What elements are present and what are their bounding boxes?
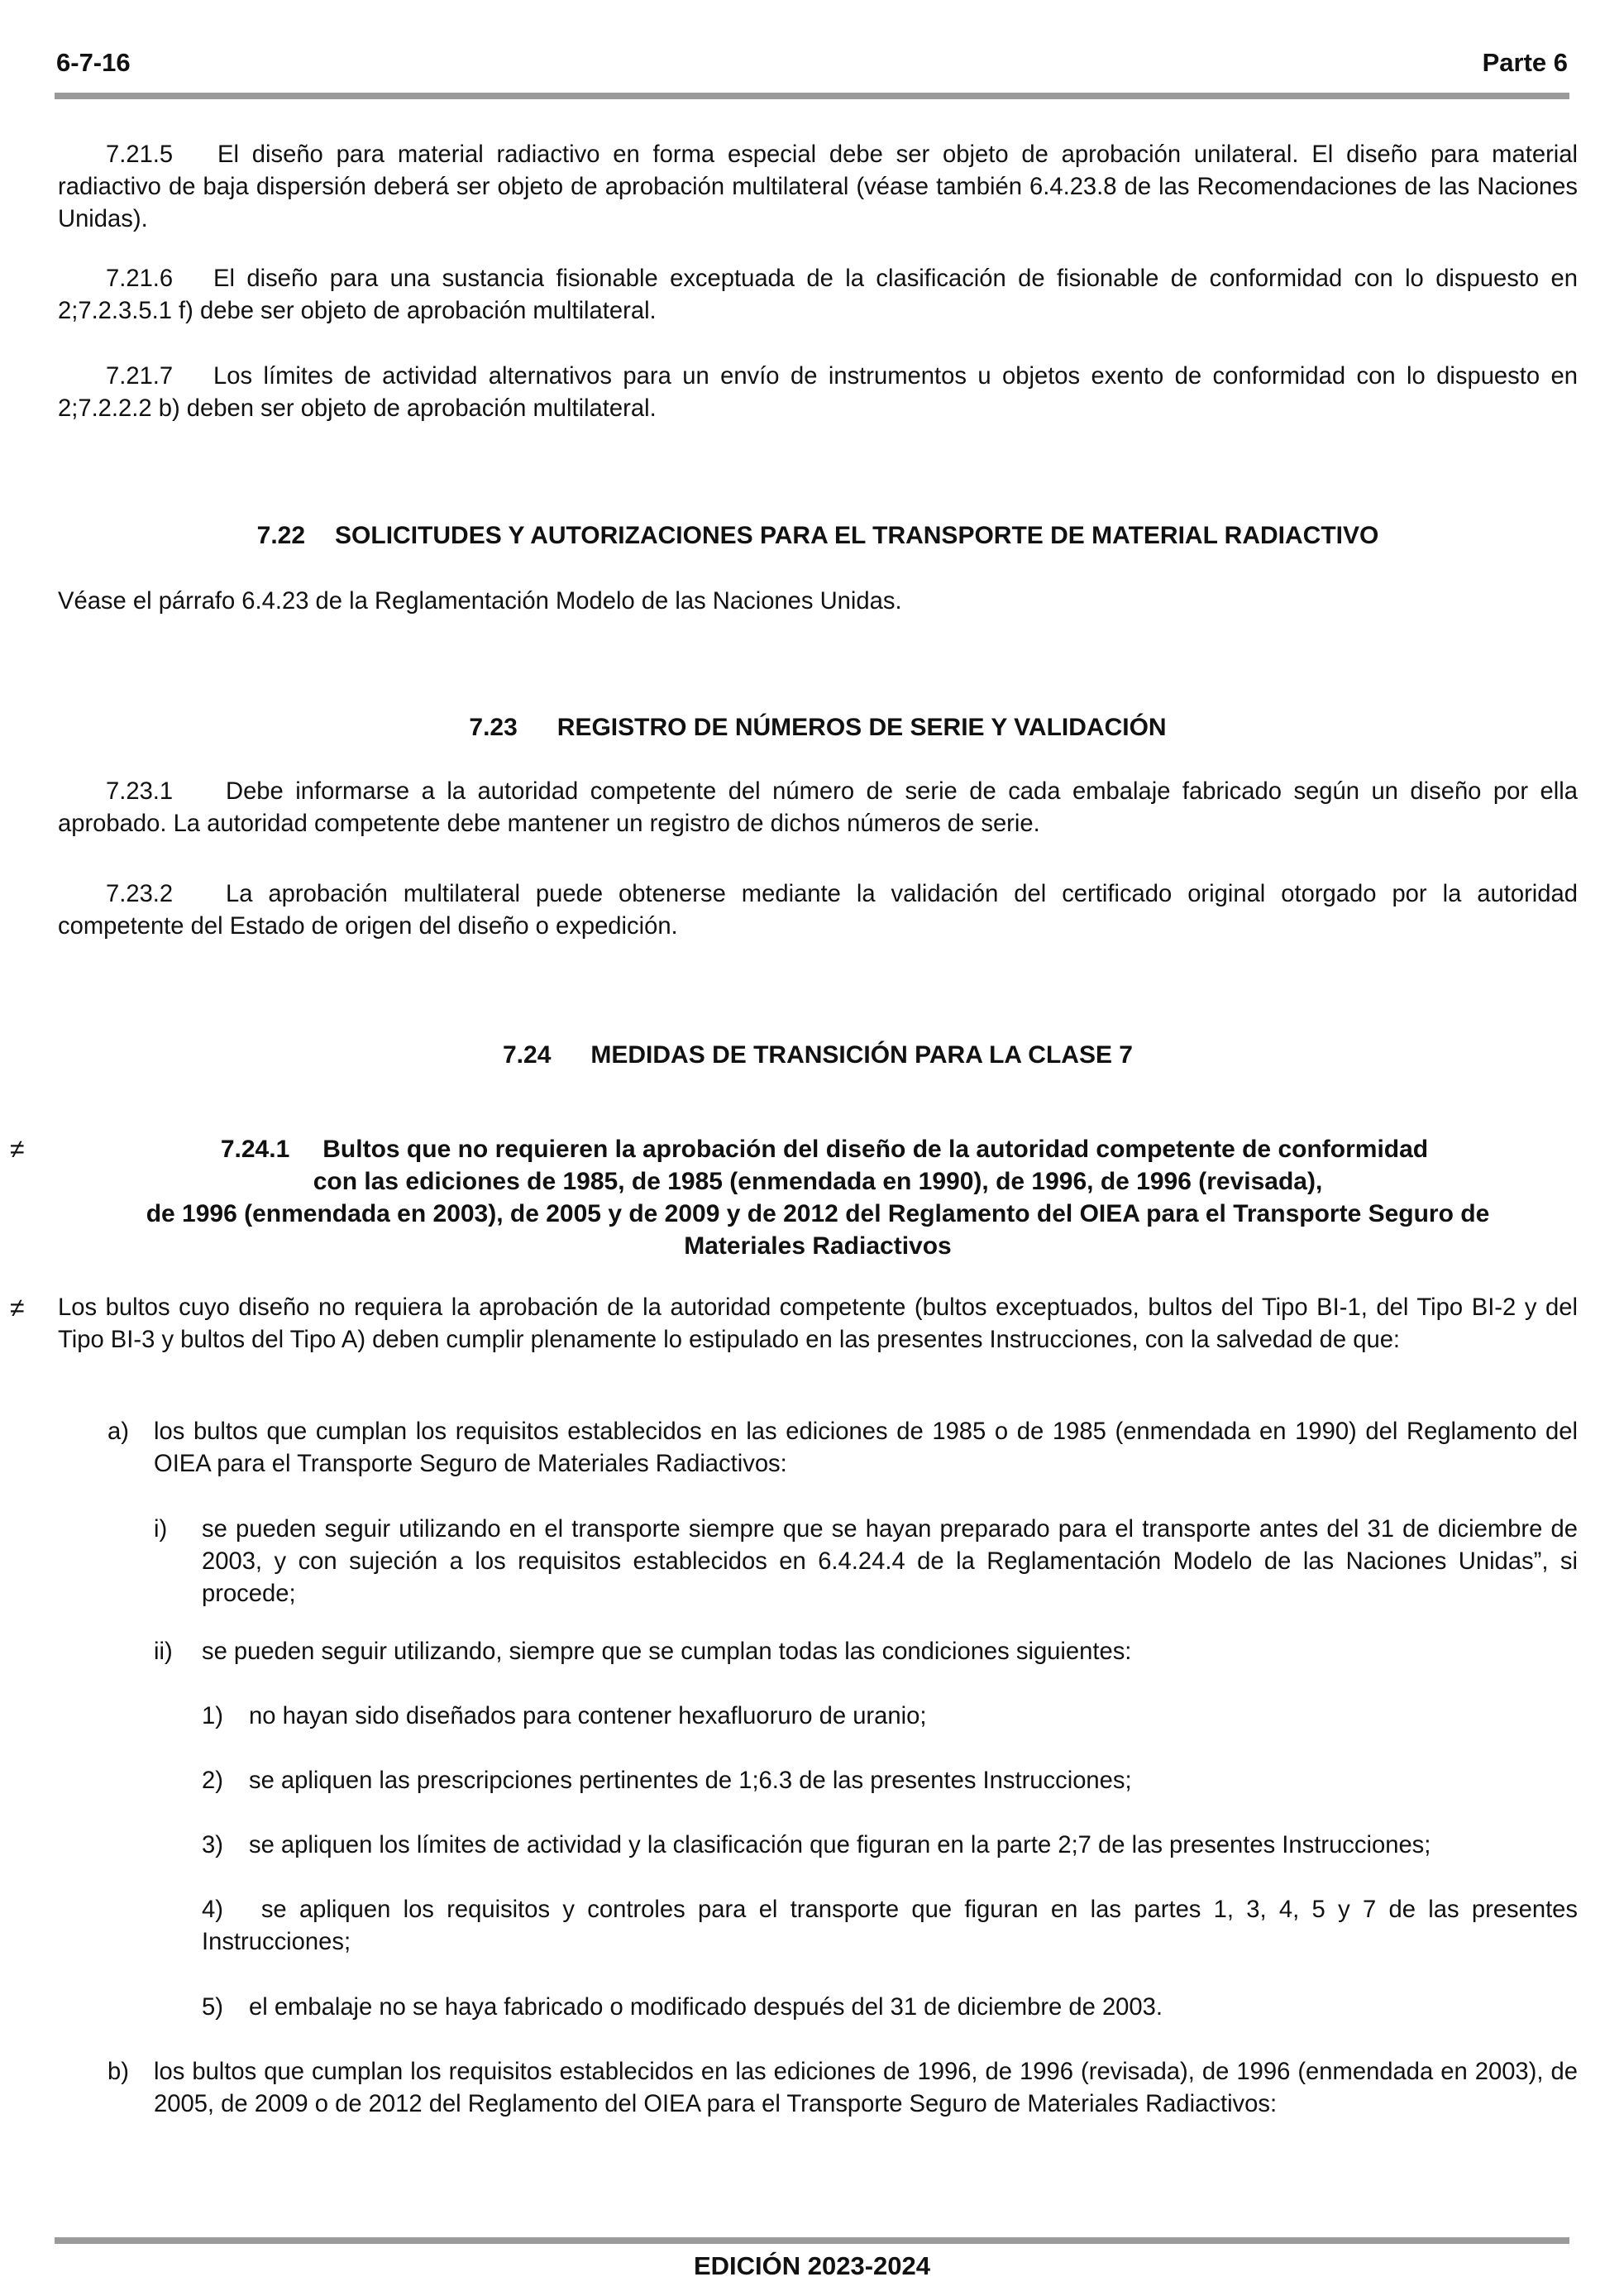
- list-label: a): [107, 1418, 129, 1445]
- paragraph-number: 7.21.6: [106, 265, 174, 292]
- paragraph-7-21-7: [58, 361, 1578, 425]
- paragraph-text: La aprobación multilateral puede obtenerse mediante la validación del certificado original otorgado por la autoridad competente del Estado de origen del diseño o expedición.: [58, 881, 1578, 940]
- paragraph-text: Véase el párrafo 6.4.23 de la Reglamentación Modelo de las Naciones Unidas.: [58, 588, 902, 615]
- list-label: 5): [202, 1994, 223, 2021]
- section-number: 7.24: [503, 1041, 552, 1069]
- subsection-title-line-2: con las ediciones de 1985, de 1985 (enmendada en 1990), de 1996, de 1996 (revisada),: [313, 1168, 1323, 1195]
- subsection-title-line-1: Bultos que no requieren la aprobación del diseño de la autoridad competente de conformidad: [322, 1136, 1429, 1163]
- section-title: MEDIDAS DE TRANSICIÓN PARA LA CLASE 7: [590, 1041, 1133, 1069]
- paragraph-number: 7.23.1: [106, 778, 174, 805]
- list-label: i): [154, 1516, 168, 1543]
- paragraph-text: El diseño para una sustancia fisionable exceptuada de la clasificación de fisionable de conformidad con lo dispuesto en 2;7.2.3.5.1 f) debe ser objeto de aprobación multilateral.: [58, 265, 1578, 324]
- section-heading-7-23: [58, 711, 1578, 744]
- paragraph-text: Debe informarse a la autoridad competente del número de serie de cada embalaje fabricado según un diseño por ella aprobado. La autoridad competente debe mantener un registro de dichos números de serie.: [58, 778, 1578, 837]
- list-label: 1): [202, 1703, 223, 1729]
- list-text: los bultos que cumplan los requisitos establecidos en las ediciones de 1985 o de 1985 (enmendada en 1990) del Reglamento del OIEA para el Transporte Seguro de Materiales Radiactivos:: [154, 1418, 1578, 1477]
- paragraph-7-23-1: [58, 776, 1578, 840]
- list-text: se apliquen las prescripciones pertinentes de 1;6.3 de las presentes Instrucciones;: [249, 1767, 1132, 1794]
- list-label: 2): [202, 1767, 223, 1794]
- paragraph-7-22-body: [58, 586, 1578, 618]
- footer-rule: [55, 2237, 1569, 2244]
- list-item-1: [202, 1700, 1578, 1733]
- subsection-number: 7.24.1: [220, 1136, 290, 1163]
- header-part: Parte 6: [1482, 48, 1568, 77]
- list-label: b): [107, 2059, 129, 2085]
- list-item-3: [202, 1830, 1578, 1862]
- footer-edition: EDICIÓN 2023-2024: [693, 2251, 931, 2280]
- paragraph-7-21-5: [58, 139, 1578, 236]
- paragraph-7-21-6: [58, 263, 1578, 328]
- section-number: 7.22: [256, 522, 306, 549]
- change-mark: ≠: [10, 1134, 25, 1164]
- list-text-4: [202, 1894, 1578, 1959]
- subsection-title-line-3: de 1996 (enmendada en 2003), de 2005 y de 2009 y de 2012 del Reglamento del OIEA para el Transporte Seguro de: [146, 1200, 1490, 1227]
- subsection-title-line-4: Materiales Radiactivos: [684, 1232, 952, 1260]
- list-text: no hayan sido diseñados para contener hexafluoruro de uranio;: [249, 1703, 927, 1729]
- paragraph-number: 7.23.2: [106, 881, 174, 907]
- list-item-a: [107, 1416, 1578, 1480]
- paragraph-text: Los bultos cuyo diseño no requiera la aprobación de la autoridad competente (bultos exceptuados, bultos del Tipo BI-1, del Tipo BI-2 y del Tipo BI-3 y bultos del Tipo A) deben cumplir plenamente lo estipulado en las presentes Instrucciones, con la salvedad de que:: [58, 1294, 1578, 1353]
- list-item-5: [202, 1992, 1578, 2024]
- change-mark: ≠: [10, 1293, 25, 1323]
- list-text: se apliquen los requisitos y controles para el transporte que figuran en las partes 1, 3, 4, 5 y 7 de las presentes Instrucciones;: [202, 1897, 1579, 1955]
- header-date: 6-7-16: [56, 48, 131, 77]
- section-number: 7.23: [469, 714, 518, 741]
- section-heading-7-22: [58, 519, 1578, 552]
- paragraph-number: 7.21.7: [106, 363, 174, 390]
- list-text: los bultos que cumplan los requisitos establecidos en las ediciones de 1996, de 1996 (revisada), de 1996 (enmendada en 2003), de 2005, de 2009 o de 2012 del Reglamento del OIEA para el Transporte Seguro de Materiales Radiactivos:: [154, 2059, 1578, 2117]
- paragraph-text: Los límites de actividad alternativos para un envío de instrumentos u objetos exento de conformidad con lo dispuesto en 2;7.2.2.2 b) deben ser objeto de aprobación multilateral.: [58, 363, 1578, 422]
- list-label: 4): [202, 1897, 223, 1923]
- list-item-4: [202, 1894, 1578, 1959]
- paragraph-7-23-2: [58, 878, 1578, 943]
- list-text: el embalaje no se haya fabricado o modificado después del 31 de diciembre de 2003.: [249, 1994, 1163, 2021]
- list-item-2: [202, 1765, 1578, 1797]
- paragraph-text: El diseño para material radiactivo en forma especial debe ser objeto de aprobación unilateral. El diseño para material radiactivo de baja dispersión deberá ser objeto de aprobación multilateral (véase también 6.4.23.8 de las Recomendaciones de las Naciones Unidas).: [58, 141, 1578, 232]
- paragraph-number: 7.21.5: [106, 141, 174, 168]
- section-heading-7-24: [58, 1039, 1578, 1072]
- paragraph-7-24-1-body: [58, 1292, 1578, 1356]
- list-item-i: [154, 1514, 1578, 1610]
- list-label: ii): [154, 1638, 173, 1665]
- list-label: 3): [202, 1832, 223, 1858]
- section-title: SOLICITUDES Y AUTORIZACIONES PARA EL TRANSPORTE DE MATERIAL RADIACTIVO: [335, 522, 1379, 549]
- list-text: se pueden seguir utilizando, siempre que se cumplan todas las condiciones siguientes:: [202, 1638, 1132, 1665]
- list-text: se pueden seguir utilizando en el transporte siempre que se hayan preparado para el transporte antes del 31 de diciembre de 2003, y con sujeción a los requisitos establecidos en 6.4.24.4 de la Reglamentación Modelo de las Naciones Unidas”, si procede;: [202, 1516, 1578, 1607]
- list-item-b: [107, 2056, 1578, 2121]
- subsection-heading-7-24-1: [58, 1133, 1578, 1262]
- header-rule: [55, 93, 1569, 99]
- list-text: se apliquen los límites de actividad y la clasificación que figuran en la parte 2;7 de las presentes Instrucciones;: [249, 1832, 1431, 1858]
- section-title: REGISTRO DE NÚMEROS DE SERIE Y VALIDACIÓN: [556, 714, 1167, 741]
- list-item-ii: [154, 1636, 1578, 1668]
- page-header: [56, 48, 1568, 84]
